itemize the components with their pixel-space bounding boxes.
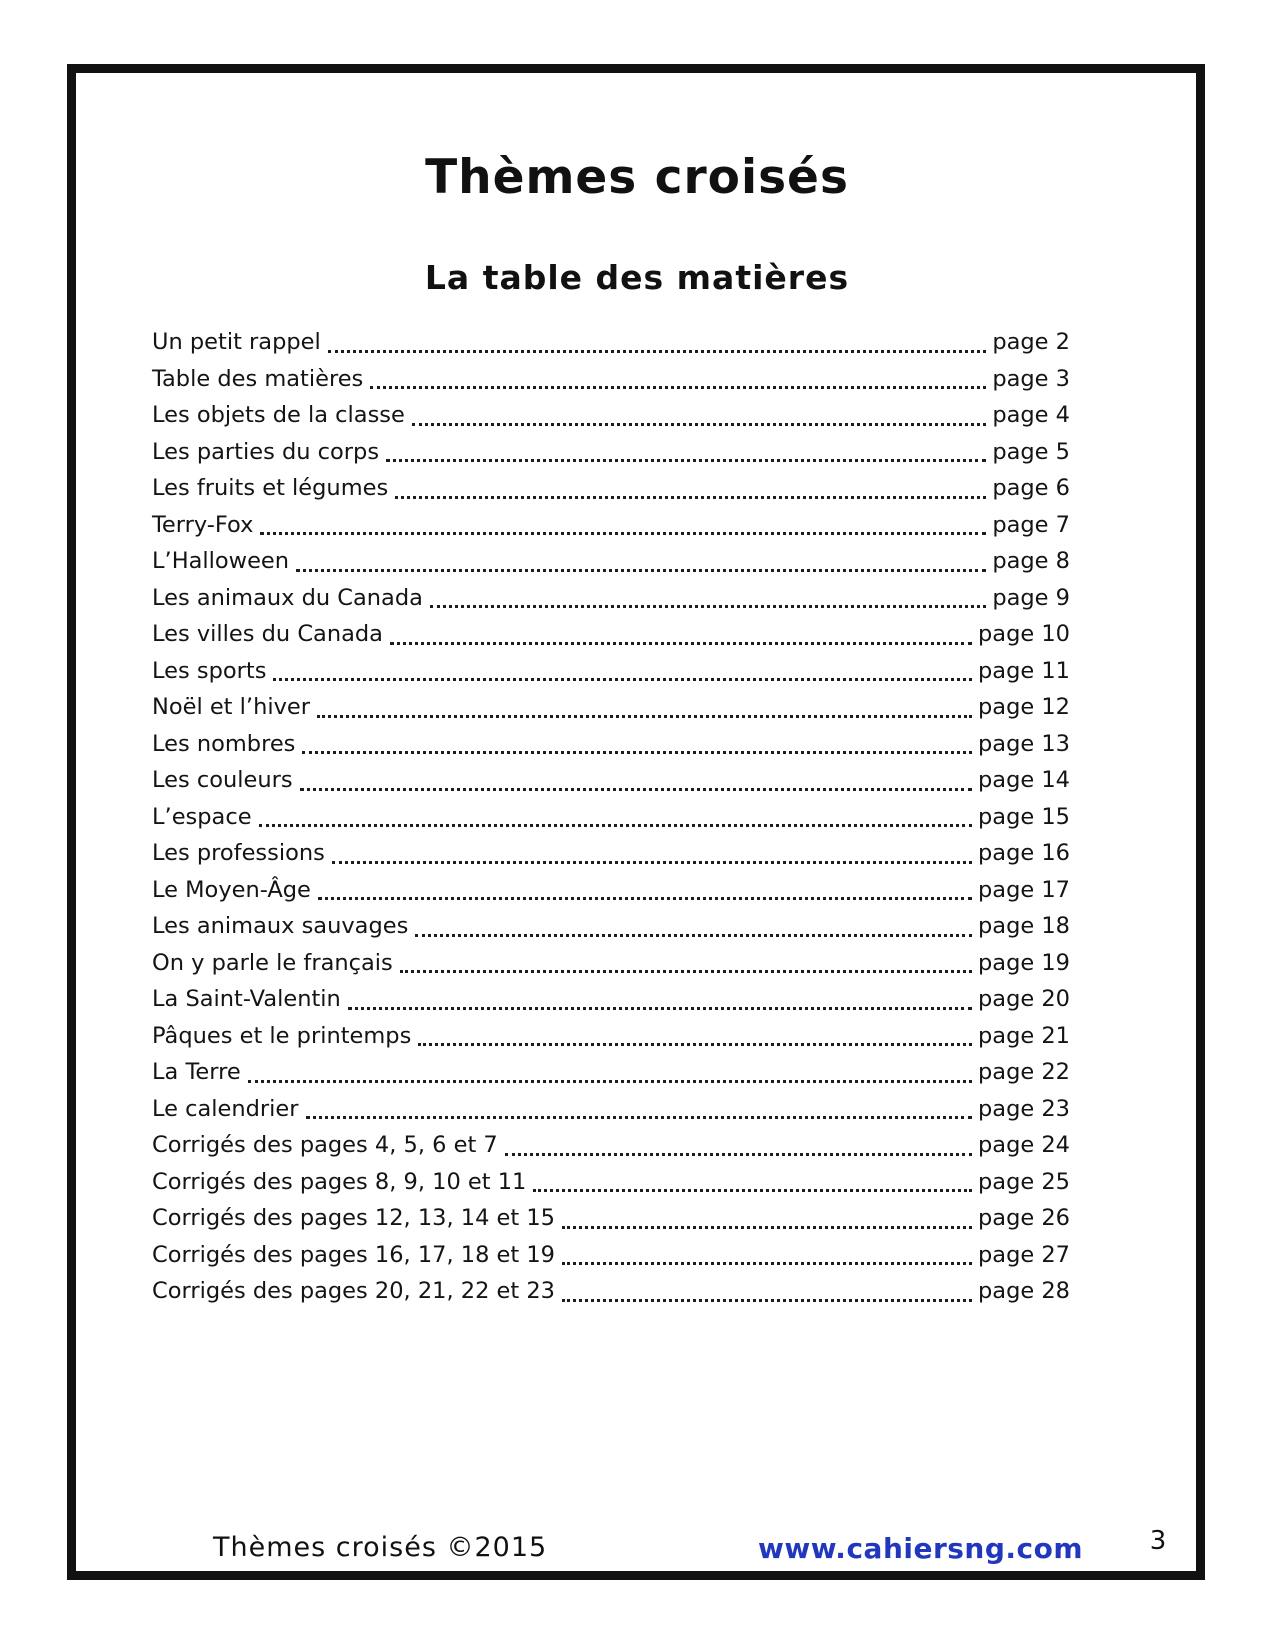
toc-entry-label: Noël et l’hiver <box>152 694 310 720</box>
document-title: Thèmes croisés <box>425 150 849 205</box>
toc-list <box>152 324 1070 1310</box>
toc-entry-page: page 17 <box>978 876 1070 903</box>
toc-entry <box>152 580 1070 617</box>
toc-entry-page: page 26 <box>978 1205 1070 1231</box>
toc-entry <box>152 726 1070 763</box>
toc-entry <box>152 945 1070 982</box>
toc-entry-page: page 9 <box>992 584 1070 611</box>
dot-leader <box>400 945 972 974</box>
toc-entry-page: page 7 <box>992 511 1070 538</box>
toc-entry-label: Corrigés des pages 12, 13, 14 et 15 <box>152 1205 556 1231</box>
toc-entry-page: page 15 <box>978 803 1070 830</box>
dot-leader <box>328 324 987 353</box>
toc-entry <box>152 689 1070 726</box>
dot-leader <box>317 689 972 718</box>
toc-entry-page: page 2 <box>992 329 1070 355</box>
toc-entry-page: page 28 <box>978 1278 1070 1304</box>
toc-entry-page: page 8 <box>992 548 1070 574</box>
toc-entry-page: page 11 <box>978 657 1070 684</box>
toc-entry-page: page 13 <box>978 730 1070 757</box>
toc-entry <box>152 653 1070 690</box>
toc-entry <box>152 507 1070 544</box>
dot-leader <box>370 361 986 390</box>
toc-entry-label: Les animaux sauvages <box>152 913 409 939</box>
toc-entry-label: Pâques et le printemps <box>152 1022 412 1049</box>
dot-leader <box>415 908 972 937</box>
toc-entry-label: Corrigés des pages 20, 21, 22 et 23 <box>152 1278 556 1304</box>
dot-leader <box>273 653 972 682</box>
dot-leader <box>259 799 972 828</box>
dot-leader <box>332 835 972 864</box>
toc-entry-label: Le Moyen-Âge <box>152 876 311 903</box>
toc-entry <box>152 799 1070 836</box>
toc-entry-page: page 20 <box>978 986 1070 1012</box>
toc-heading: La table des matières <box>424 258 850 297</box>
toc-entry-label: Les couleurs <box>152 767 293 793</box>
toc-entry <box>152 543 1070 580</box>
dot-leader <box>395 470 986 499</box>
dot-leader <box>302 726 972 755</box>
toc-entry-label: Terry-Fox <box>152 511 254 538</box>
toc-entry-page: page 3 <box>992 365 1070 392</box>
dot-leader <box>533 1164 972 1193</box>
toc-entry-page: page 25 <box>978 1168 1070 1195</box>
toc-entry-label: L’espace <box>152 803 252 830</box>
toc-entry <box>152 835 1070 872</box>
dot-leader <box>412 397 986 426</box>
toc-entry-label: Le calendrier <box>152 1095 299 1122</box>
dot-leader <box>306 1091 972 1120</box>
toc-entry-page: page 19 <box>978 949 1070 976</box>
toc-entry-label: Les villes du Canada <box>152 621 383 647</box>
dot-leader <box>505 1127 972 1156</box>
toc-entry <box>152 1164 1070 1201</box>
dot-leader <box>348 981 972 1010</box>
toc-entry-page: page 23 <box>978 1095 1070 1122</box>
toc-entry-page: page 27 <box>978 1241 1070 1268</box>
toc-entry-page: page 21 <box>978 1022 1070 1049</box>
toc-entry <box>152 762 1070 799</box>
toc-entry-page: page 12 <box>978 694 1070 720</box>
toc-entry <box>152 1127 1070 1164</box>
toc-entry-label: Les nombres <box>152 730 296 757</box>
toc-entry <box>152 1237 1070 1274</box>
toc-entry <box>152 908 1070 945</box>
toc-entry-page: page 16 <box>978 840 1070 866</box>
toc-entry-label: Un petit rappel <box>152 329 321 355</box>
toc-entry-page: page 22 <box>978 1059 1070 1085</box>
toc-entry-label: Les objets de la classe <box>152 402 405 428</box>
dot-leader <box>386 434 986 463</box>
toc-entry-label: Les parties du corps <box>152 438 380 465</box>
toc-entry <box>152 1273 1070 1310</box>
toc-entry-label: La Saint-Valentin <box>152 986 341 1012</box>
toc-entry-page: page 5 <box>992 438 1070 465</box>
dot-leader <box>296 543 986 572</box>
toc-entry-page: page 10 <box>978 621 1070 647</box>
dot-leader <box>562 1200 972 1229</box>
dot-leader <box>430 580 986 609</box>
toc-entry-label: Corrigés des pages 8, 9, 10 et 11 <box>152 1168 527 1195</box>
toc-entry-page: page 4 <box>992 402 1070 428</box>
dot-leader <box>562 1237 972 1266</box>
footer-copyright: Thèmes croisés ©2015 <box>213 1532 548 1563</box>
footer-page-number: 3 <box>1149 1526 1167 1556</box>
toc-entry-label: On y parle le français <box>152 949 393 976</box>
dot-leader <box>248 1054 972 1083</box>
toc-entry-label: Les fruits et légumes <box>152 475 389 501</box>
toc-entry-label: Les animaux du Canada <box>152 584 423 611</box>
toc-entry-label: Les sports <box>152 657 267 684</box>
toc-entry-label: L’Halloween <box>152 548 290 574</box>
toc-entry <box>152 1054 1070 1091</box>
toc-entry-page: page 6 <box>992 475 1070 501</box>
toc-entry <box>152 324 1070 361</box>
dot-leader <box>418 1018 972 1047</box>
toc-entry-label: Les professions <box>152 840 325 866</box>
toc-entry-label: La Terre <box>152 1059 241 1085</box>
toc-entry <box>152 872 1070 909</box>
toc-entry <box>152 434 1070 471</box>
dot-leader <box>300 762 972 791</box>
toc-entry-page: page 24 <box>978 1132 1070 1158</box>
dot-leader <box>562 1273 972 1302</box>
toc-entry <box>152 1091 1070 1128</box>
toc-entry <box>152 1200 1070 1237</box>
toc-entry <box>152 361 1070 398</box>
dot-leader <box>318 872 972 901</box>
toc-entry-label: Corrigés des pages 16, 17, 18 et 19 <box>152 1241 556 1268</box>
toc-entry-page: page 14 <box>978 767 1070 793</box>
toc-entry-label: Corrigés des pages 4, 5, 6 et 7 <box>152 1132 498 1158</box>
toc-entry-label: Table des matières <box>152 365 364 392</box>
toc-entry <box>152 616 1070 653</box>
dot-leader <box>390 616 972 645</box>
toc-entry <box>152 397 1070 434</box>
toc-entry <box>152 470 1070 507</box>
toc-entry-page: page 18 <box>978 913 1070 939</box>
footer-website-link[interactable]: www.cahiersng.com <box>758 1532 1084 1565</box>
toc-entry <box>152 1018 1070 1055</box>
toc-entry <box>152 981 1070 1018</box>
dot-leader <box>260 507 986 536</box>
